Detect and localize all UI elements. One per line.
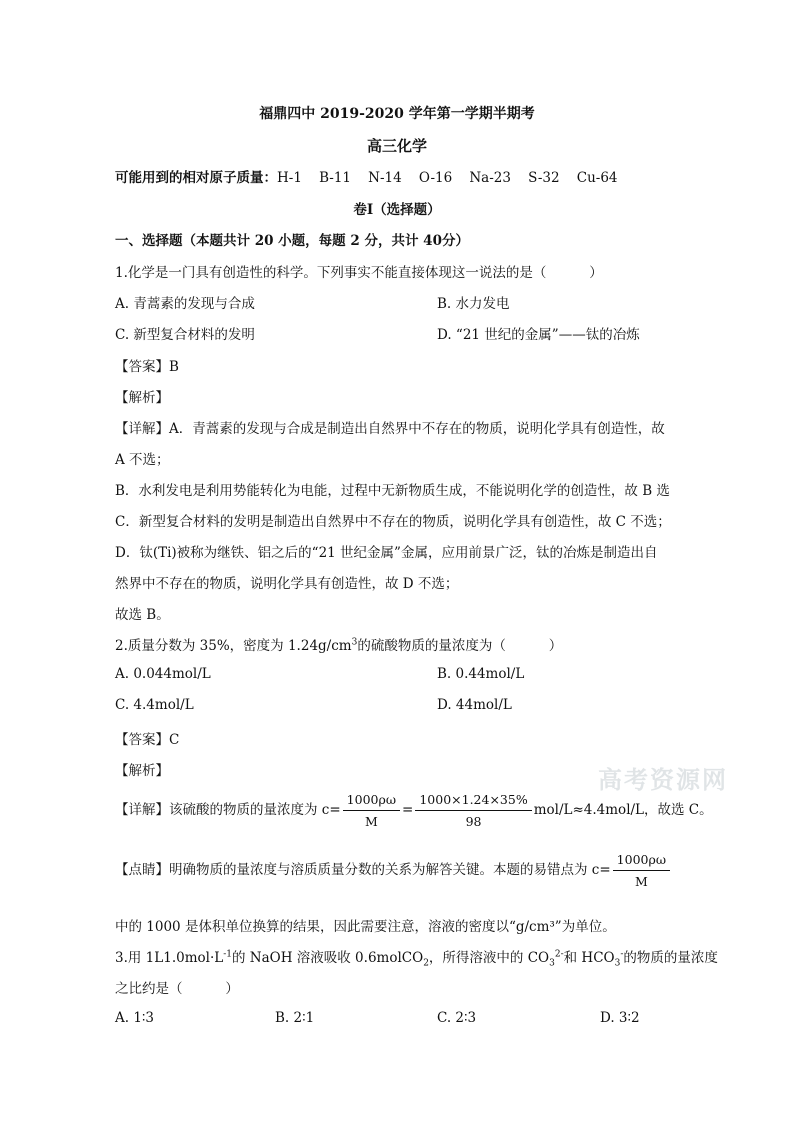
q2-point-fraction-numerator: 1000ρω [613,852,670,871]
q3-stem-sup-1: -1 [223,949,232,960]
q2-fraction-1 [343,792,400,829]
q2-point-prefix: 【点睛】明确物质的量浓度与溶质质量分数的关系为解答关键。本题的易错点为 c= [115,862,611,878]
atomic-mass-line [115,166,618,186]
q1-option-c: C. 新型复合材料的发明 [115,327,255,343]
q3-option-b: B. 2∶1 [275,1010,315,1026]
q2-fraction-1-denominator: M [364,814,378,829]
q3-option-a: A. 1∶3 [115,1010,155,1026]
q2-stem [115,634,562,654]
q2-detail-suffix: mol/L≈4.4mol/L，故选 C。 [533,802,713,818]
subject-title: 高三化学 [366,137,427,155]
q3-option-d: D. 3∶2 [600,1010,640,1026]
q1-detail-line-5: D．钛(Ti)被称为继铁、铝之后的“21 世纪金属”金属，应用前景广泛，钛的冶炼是制造出自 [115,545,658,561]
q2-stem-sup: 3 [351,637,358,648]
q2-option-b: B. 0.44mol/L [437,666,525,682]
q3-stem-part-1: 3.用 1L1.0mol·L [115,950,224,966]
q2-stem-part-2: 的硫酸物质的量浓度为（ ） [357,638,563,654]
q3-stem-part-2: 的 NaOH 溶液吸收 0.6molCO [231,950,424,966]
q3-stem-sub-3: 3 [614,958,621,969]
q3-stem-line-1 [115,946,718,969]
q2-detail-prefix: 【详解】该硫酸的物质的量浓度为 c= [115,802,341,818]
q2-point-formula [115,852,672,889]
q2-option-a: A. 0.044mol/L [115,666,211,682]
q1-option-b: B. 水力发电 [437,296,510,312]
q1-detail-line-1: 【详解】A．青蒿素的发现与合成是制造出自然界中不存在的物质，说明化学具有创造性，故 [115,421,665,437]
q2-fraction-2 [415,792,531,829]
q3-stem-sup-2: 2- [554,949,564,960]
atomic-mass-label: 可能用到的相对原子质量： [115,170,277,186]
q3-stem-part-4: 和 HCO [563,950,615,966]
volume-title: 卷Ⅰ（选择题） [353,202,441,218]
q1-option-d: D. “21 世纪的金属”——钛的冶炼 [437,327,640,343]
q3-stem-part-5: 的物质的量浓度 [623,950,718,966]
q2-fraction-2-denominator: 98 [465,814,482,829]
q2-stem-part-1: 2.质量分数为 35%，密度为 1.24g/cm [115,638,352,654]
q3-stem-sub-2: 3 [549,958,555,969]
q1-option-a: A. 青蒿素的发现与合成 [115,296,255,312]
q2-point-fraction [613,852,670,889]
q2-equals-sign: = [402,802,414,818]
q3-stem-line-2: 之比约是（ ） [115,981,239,997]
q1-answer: 【答案】B [115,359,179,375]
q2-point-fraction-denominator: M [634,874,648,889]
q1-detail-line-3: B．水利发电是利用势能转化为电能，过程中无新物质生成，不能说明化学的创造性，故 B 选 [115,483,670,499]
exam-title: 福鼎四中 2019-2020 学年第一学期半期考 [259,106,535,122]
q3-stem-part-3: ，所得溶液中的 CO [428,950,550,966]
q1-conclusion: 故选 B。 [115,607,170,623]
q3-stem-sup-3: - [620,949,624,960]
q2-analysis-label: 【解析】 [115,763,169,779]
q1-analysis-label: 【解析】 [115,390,169,406]
q2-fraction-2-numerator: 1000×1.24×35% [415,792,531,811]
q2-detail-formula [115,792,713,829]
q1-stem: 1.化学是一门具有创造性的科学。下列事实不能直接体现这一说法的是（ ） [115,265,603,281]
atomic-mass-values: H-1 B-11 N-14 O-16 Na-23 S-32 Cu-64 [277,170,618,186]
q1-detail-line-4: C．新型复合材料的发明是制造出自然界中不存在的物质，说明化学具有创造性，故 C 不选； [115,514,671,530]
q2-answer: 【答案】C [115,732,180,748]
q2-option-c: C. 4.4mol/L [115,697,194,713]
q3-option-c: C. 2∶3 [437,1010,477,1026]
watermark: 高考资源网 [598,766,728,794]
section-title: 一、选择题（本题共计 20 小题，每题 2 分，共计 40分） [115,233,469,249]
q3-stem-sub-1: 2 [423,958,429,969]
q1-detail-line-6: 然界中不存在的物质，说明化学具有创造性，故 D 不选； [115,576,459,592]
q2-fraction-1-numerator: 1000ρω [343,792,400,811]
q2-point-line-2: 中的 1000 是体积单位换算的结果，因此需要注意，溶液的密度以“g/cm³”为单位。 [115,919,616,935]
q1-detail-line-2: A 不选； [115,452,170,468]
q2-option-d: D. 44mol/L [437,697,512,713]
